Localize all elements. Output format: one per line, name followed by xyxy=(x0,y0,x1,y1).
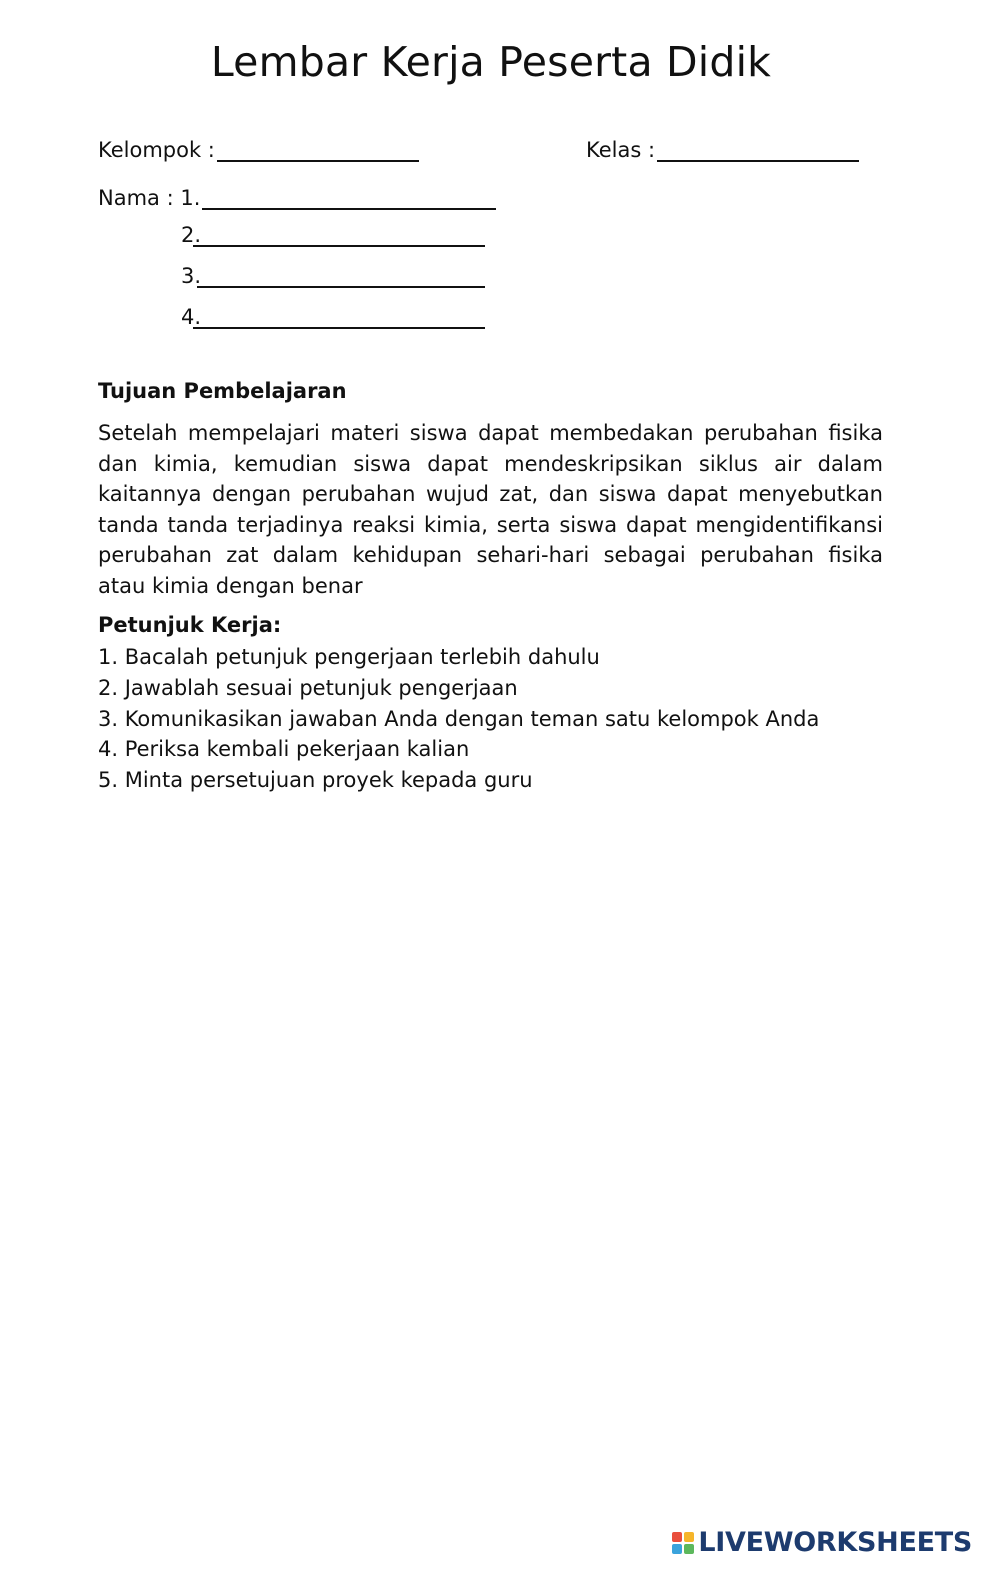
list-item: 2. Jawablah sesuai petunjuk pengerjaan xyxy=(98,675,518,700)
kelas-label: Kelas : xyxy=(586,138,656,162)
kelas-field xyxy=(586,138,859,162)
kelas-blank-line[interactable] xyxy=(657,138,859,162)
nama-number-3: 3. xyxy=(181,264,202,288)
nama-blank-line-1[interactable] xyxy=(202,186,496,210)
logo-tile-icon xyxy=(684,1544,694,1554)
logo-tile-icon xyxy=(684,1532,694,1542)
page-title: Lembar Kerja Peserta Didik xyxy=(210,38,772,86)
list-item: 5. Minta persetujuan proyek kepada guru xyxy=(98,768,533,793)
list-item: 1. Bacalah petunjuk pengerjaan terlebih dahulu xyxy=(98,645,600,669)
nama-blank-line-3[interactable] xyxy=(197,264,485,288)
nama-number-2: 2. xyxy=(181,223,202,247)
logo-tile-icon xyxy=(672,1544,682,1554)
nama-label: Nama : 1. xyxy=(98,186,201,210)
tujuan-heading: Tujuan Pembelajaran xyxy=(98,379,347,403)
tujuan-paragraph: Setelah mempelajari materi siswa dapat membedakan perubahan fisika dan kimia, kemudian siswa dapat mendeskripsikan siklus air dalam kaitannya dengan perubahan wujud zat, dan siswa dapat menyebutkan tanda tanda terjadinya reaksi kimia, serta siswa dapat mengidentifikansi perubahan zat dalam kehidupan sehari-hari sebagai perubahan fisika atau kimia dengan benar xyxy=(98,421,883,598)
nama-field-2 xyxy=(181,223,485,247)
nama-field-4 xyxy=(181,305,485,329)
nama-number-4: 4. xyxy=(181,305,202,329)
list-item: 3. Komunikasikan jawaban Anda dengan teman satu kelompok Anda xyxy=(98,706,820,731)
nama-field-3 xyxy=(181,264,485,288)
logo-tile-icon xyxy=(672,1532,682,1542)
kelompok-field xyxy=(98,138,419,162)
nama-blank-line-2[interactable] xyxy=(193,223,485,247)
kelompok-label: Kelompok : xyxy=(98,138,215,162)
kelompok-blank-line[interactable] xyxy=(217,138,419,162)
liveworksheets-logo[interactable] xyxy=(672,1527,972,1558)
petunjuk-heading: Petunjuk Kerja: xyxy=(98,613,282,637)
brand-name: LIVEWORKSHEETS xyxy=(698,1527,972,1558)
petunjuk-list xyxy=(98,642,819,796)
nama-field-1 xyxy=(98,186,496,210)
list-item: 4. Periksa kembali pekerjaan kalian xyxy=(98,737,470,762)
nama-blank-line-4[interactable] xyxy=(193,305,485,329)
logo-grid-icon xyxy=(672,1532,694,1554)
